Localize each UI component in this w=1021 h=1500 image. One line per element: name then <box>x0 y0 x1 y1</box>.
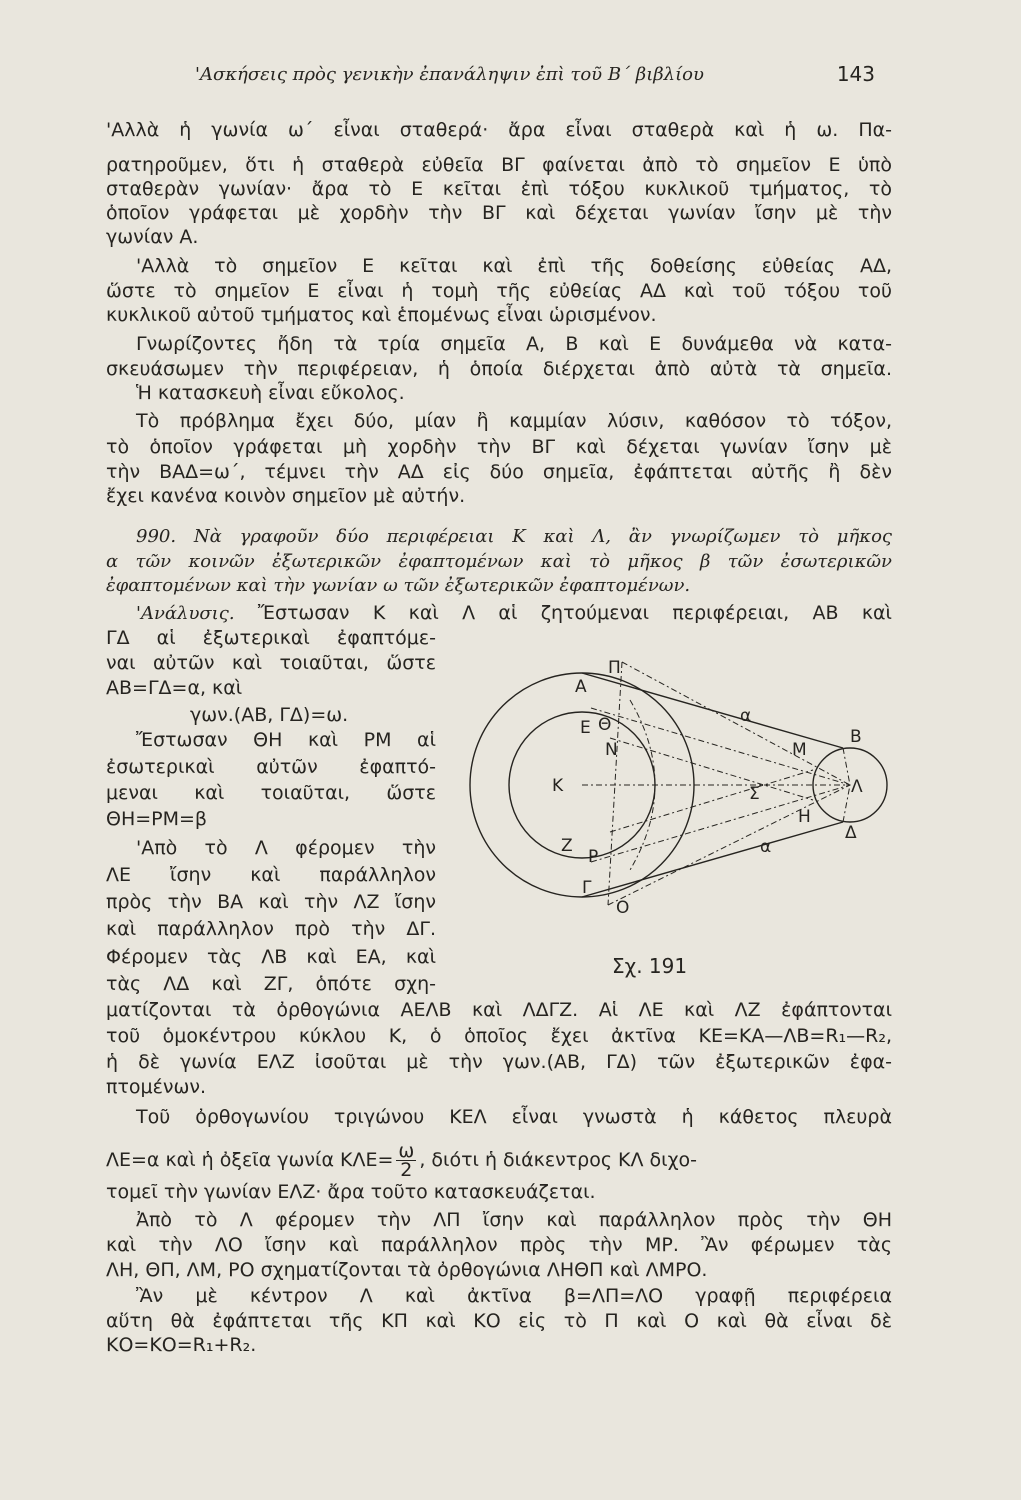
label-rho: Ρ <box>588 847 599 867</box>
text-line: 'Αλλὰ τὸ σημεῖον Ε κεῖται καὶ ἐπὶ τῆς δοθείσης εὐθείας ΑΔ, <box>136 255 892 277</box>
line-p-lambda <box>622 662 850 785</box>
text-line: μεναι καὶ τοιαῦται, ὥστε <box>106 782 436 804</box>
text-line: τὰς ΛΔ καὶ ΖΓ, ὁπότε σχη- <box>106 973 436 995</box>
problem-statement-line <box>136 525 892 549</box>
figure-caption: Σχ. 191 <box>612 954 688 978</box>
text-line: 'Αλλὰ ἡ γωνία ω΄ εἶναι σταθερά· ἄρα εἶναι σταθερὰ καὶ ἡ ω. Πα- <box>106 119 892 141</box>
line-r-m <box>610 770 813 832</box>
analysis-line <box>136 601 892 626</box>
label-h: Η <box>798 807 811 827</box>
line-p-o <box>608 662 622 905</box>
label-theta: Θ <box>598 715 612 735</box>
text-line: γων.(ΑΒ, ΓΔ)=ω. <box>190 704 349 726</box>
text-line: ρατηροῦμεν, ὅτι ἡ σταθερὰ εὐθεῖα ΒΓ φαίνεται ἀπὸ τὸ σημεῖον Ε ὑπὸ <box>106 154 892 176</box>
label-a: Α <box>575 677 587 697</box>
text-line: πτομένων. <box>106 1076 207 1098</box>
text-line: σκευάσωμεν τὴν περιφέρειαν, ἡ ὁποία διέρχεται ἀπὸ αὐτὰ τὰ σημεῖα. <box>106 358 892 380</box>
text-line: ὥστε τὸ σημεῖον Ε εἶναι ἡ τομὴ τῆς εὐθείας ΑΔ καὶ τοῦ τόξου τοῦ <box>106 280 892 302</box>
text-line: ἐσωτερικαὶ αὐτῶν ἐφαπτό- <box>106 756 436 778</box>
label-alpha-bottom: α <box>760 837 772 857</box>
tangent-gd <box>582 822 843 897</box>
analysis-text: Ἔστωσαν Κ καὶ Λ αἱ ζητούμεναι περιφέρειαι, ΑΒ καὶ <box>257 602 892 624</box>
text-line: ὁποῖον γράφεται μὲ χορδὴν τὴν ΒΓ καὶ δέχεται γωνίαν ἴσην μὲ τὴν <box>106 202 892 224</box>
text-line: ΓΔ αἱ ἐξωτερικαὶ ἐφαπτόμε- <box>106 627 436 649</box>
line-theta-h <box>610 738 813 800</box>
label-gamma: Γ <box>582 878 592 898</box>
fraction-line <box>106 1140 892 1180</box>
fraction-line-post: , διότι ἡ διάκεντρος ΚΛ διχο- <box>419 1149 698 1171</box>
text-line: πρὸς τὴν ΒΑ καὶ τὴν ΛΖ ἴσην <box>106 891 436 913</box>
text-line: ματίζονται τὰ ὀρθογώνια ΑΕΛΒ καὶ ΛΔΓΖ. Αἱ ΛΕ καὶ ΛΖ ἐφάπτονται <box>106 999 892 1021</box>
text-line: Τὸ πρόβλημα ἔχει δύο, μίαν ἢ καμμίαν λύσιν, καθόσον τὸ τόξον, <box>136 410 892 432</box>
text-line: σταθερὰν γωνίαν· ἄρα τὸ Ε κεῖται ἐπὶ τόξου κυκλικοῦ τμήματος, τὸ <box>106 178 892 200</box>
label-delta: Δ <box>845 823 857 843</box>
label-z: Ζ <box>561 836 573 856</box>
text-line: ΛΗ, ΘΠ, ΛΜ, ΡΟ σχηματίζονται τὰ ὀρθογώνια ΛΗΘΠ καὶ ΛΜΡΟ. <box>106 1259 708 1281</box>
text-line: Ἔστωσαν ΘΗ καὶ ΡΜ αἱ <box>136 729 436 751</box>
problem-number: 990. <box>136 526 177 547</box>
text-line: ΘΗ=ΡΜ=β <box>106 808 208 830</box>
text-line: τὸ ὁποῖον γράφεται μὴ χορδὴν τὴν ΒΓ καὶ δέχεται γωνίαν ἴσην μὲ <box>106 436 892 458</box>
text-line: τοῦ ὁμοκέντρου κύκλου Κ, ὁ ὁποῖος ἔχει ἀκτῖνα ΚΕ=ΚΑ—ΛΒ=R₁—R₂, <box>106 1025 892 1047</box>
text-line: 'Απὸ τὸ Λ φέρομεν τὴν <box>136 837 436 859</box>
label-o: Ο <box>616 898 630 918</box>
analysis-label: 'Ανάλυσις. <box>136 603 235 624</box>
text-line: καὶ τὴν ΛΟ ἴσην καὶ παράλληλον πρὸς τὴν ΜΡ. Ἂν φέρωμεν τὰς <box>106 1234 892 1256</box>
line-o-lambda <box>608 785 850 905</box>
running-title: 'Ασκήσεις πρὸς γενικὴν ἐπανάληψιν ἐπὶ τοῦ Β΄ βιβλίου <box>195 64 704 85</box>
text-line: ΚΟ=ΚΟ=R₁+R₂. <box>106 1334 257 1356</box>
text-line: καὶ παράλληλον πρὸ τὴν ΔΓ. <box>106 918 436 940</box>
text-line: τομεῖ τὴν γωνίαν ΕΛΖ· ἄρα τοῦτο κατασκευάζεται. <box>106 1181 596 1203</box>
line-e-lambda <box>591 708 850 785</box>
problem-statement-line: α τῶν κοινῶν ἐξωτερικῶν ἐφαπτομένων καὶ τὸ μῆκος β τῶν ἐσωτερικῶν <box>106 551 892 572</box>
text-line: Γνωρίζοντες ἤδη τὰ τρία σημεῖα Α, Β καὶ Ε δυνάμεθα νὰ κατα- <box>136 333 892 355</box>
problem-statement-line: ἐφαπτομένων καὶ τὴν γωνίαν ω τῶν ἐξωτερικῶν ἐφαπτομένων. <box>106 575 691 596</box>
text-line: Ἀπὸ τὸ Λ φέρομεν τὴν ΛΠ ἴσην καὶ παράλληλον πρὸς τὴν ΘΗ <box>136 1209 892 1231</box>
fraction-denominator: 2 <box>400 1158 413 1181</box>
text-line: ἡ δὲ γωνία ΕΛΖ ἰσοῦται μὲ τὴν γων.(ΑΒ, ΓΔ) τῶν ἐξωτερικῶν ἐφα- <box>106 1051 892 1073</box>
text-line: τὴν ΒΑΔ=ω΄, τέμνει τὴν ΑΔ εἰς δύο σημεῖα, ἐφάπτεται αὐτῆς ἢ δὲν <box>106 461 892 483</box>
problem-text: Νὰ γραφοῦν δύο περιφέρειαι Κ καὶ Λ, ἂν γνωρίζωμεν τὸ μῆκος <box>193 526 892 547</box>
text-line: ΛΕ ἴσην καὶ παράλληλον <box>106 864 436 886</box>
fraction-omega-over-two <box>396 1139 416 1181</box>
label-lambda: Λ <box>851 777 863 797</box>
label-alpha-top: α <box>740 706 752 726</box>
page-number: 143 <box>836 62 875 86</box>
line-z-lambda <box>591 785 850 862</box>
text-line: Ἡ κατασκευὴ εἶναι εὔκολος. <box>136 382 405 404</box>
text-line: Φέρομεν τὰς ΛΒ καὶ ΕΑ, καὶ <box>106 946 436 968</box>
figure-191 <box>460 650 900 950</box>
label-n: Ν <box>605 740 618 760</box>
text-line: ΑΒ=ΓΔ=α, καὶ <box>106 677 243 699</box>
running-header <box>195 62 875 92</box>
fraction-line-pre: ΛΕ=α καὶ ἡ ὀξεῖα γωνία ΚΛΕ= <box>106 1149 394 1171</box>
text-line: ἔχει κανένα κοινὸν σημεῖον μὲ αὐτήν. <box>106 485 466 507</box>
text-line: ναι αὐτῶν καὶ τοιαῦται, ὥστε <box>106 652 436 674</box>
fraction-numerator: ω <box>398 1139 415 1162</box>
label-b: Β <box>850 727 862 747</box>
label-sigma: Σ <box>749 784 760 804</box>
label-e: Ε <box>580 718 591 738</box>
text-line: κυκλικοῦ αὐτοῦ τμήματος καὶ ἑπομένως εἶναι ὡρισμένον. <box>106 304 657 326</box>
text-line: Τοῦ ὀρθογωνίου τριγώνου ΚΕΛ εἶναι γνωστὰ ἡ κάθετος πλευρὰ <box>136 1106 892 1128</box>
label-pi: Π <box>608 658 621 678</box>
text-line: γωνίαν Α. <box>106 226 199 248</box>
radius-lambda-b <box>843 748 850 785</box>
text-line: Ἂν μὲ κέντρον Λ καὶ ἀκτῖνα β=ΛΠ=ΛΟ γραφῇ περιφέρεια <box>136 1285 892 1307</box>
label-m: Μ <box>792 740 807 760</box>
radius-lambda-d <box>843 785 850 822</box>
text-line: αὕτη θὰ ἐφάπτεται τῆς ΚΠ καὶ ΚΟ εἰς τὸ Π καὶ Ο καὶ θὰ εἶναι δὲ <box>106 1310 892 1332</box>
label-k: Κ <box>552 776 564 796</box>
